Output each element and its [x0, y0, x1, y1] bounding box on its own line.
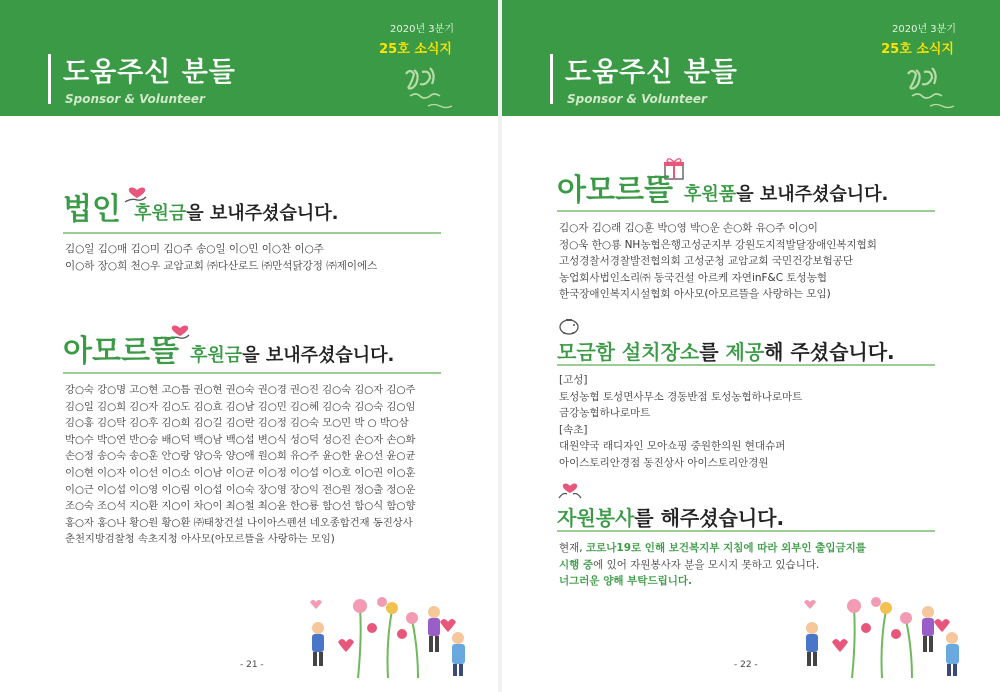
- section-title-rest: 해 주셨습니다.: [764, 340, 895, 364]
- page-22: [502, 0, 1000, 692]
- happy-amor-logo: [902, 64, 960, 112]
- section-title-main: 아모르뜰: [557, 173, 673, 208]
- amor-donor-list: 강○숙 강○명 고○현 고○틈 권○현 권○숙 권○경 권○진 김○숙 김○자 김○주 김○일 김○희 김○자 김○도 김○효 김○남 김○민 김○혜 김○숙 김○숙 김○임 김○홍 김○탁 김○후 김○희 김○길 김○란 김○정 김○숙 모○민 박 ○ 박○삼 박○수 박○연 반○승 배○덕 백○남 백○섭 변○식 성○덕 성○진 손○자 손○화 손○정 송○숙 송○훈 안○랑 양○욱 양○애 원○희 유○주 윤○한 윤○선 윤○균 이○현 이○자 이○선 이○소 이○남 이○균 이○정 이○섭 이○호 이○권 이○훈 이○근 이○섭 이○영 이○림 이○섭 이○숙 장○영 장○익 전○원 정○출 정○운 조○숙 조○석 지○환 지○이 차○이 최○철 최○윤 한○룡 함○선 함○식 함○향 홍○자 홍○나 황○원 황○환 ㈜태창건설 나이아스펜션 네오종합건재 동진상사 춘천지방검찰청 속초지청 아사모(아모르뜰을 사랑하는 모임): [65, 384, 416, 546]
- page-21: [0, 0, 498, 692]
- page-header: [0, 0, 498, 116]
- section-title-main: 아모르뜰: [63, 334, 179, 369]
- section-title-main: 법인: [63, 192, 121, 227]
- section-title-highlight: 자원봉사: [557, 506, 635, 530]
- section-rule: [557, 530, 935, 532]
- issue-number: 25호 소식지: [379, 42, 452, 57]
- section-title-volunteer: [557, 502, 784, 531]
- section-title-corporate-donation: [63, 184, 338, 228]
- notice-highlight: 시행 중: [559, 558, 594, 571]
- piggy-bank-icon: [557, 314, 581, 336]
- section-title-rest: 을 보내주셨습니다.: [242, 345, 395, 366]
- page-subtitle: Sponsor & Volunteer: [65, 92, 205, 106]
- page-subtitle: Sponsor & Volunteer: [567, 92, 707, 106]
- section-title-highlight: 후원금: [190, 345, 243, 366]
- issue-number: 25호 소식지: [881, 42, 954, 57]
- section-title-highlight: 후원금: [134, 203, 187, 224]
- header-divider: [48, 54, 51, 104]
- page-header: [502, 0, 1000, 116]
- section-rule: [557, 210, 935, 212]
- issue-year: 2020년 3분기: [892, 24, 956, 35]
- section-rule: [557, 364, 935, 366]
- issue-year: 2020년 3분기: [390, 24, 454, 35]
- people-hearts-illustration: [298, 582, 478, 678]
- section-title-rest: 을 보내주셨습니다.: [186, 203, 339, 224]
- section-title-donation-box: [557, 336, 895, 365]
- page-title: 도움주신 분들: [565, 57, 738, 88]
- page-title: 도움주신 분들: [63, 57, 236, 88]
- section-title-amor-donation: [63, 326, 394, 370]
- people-hearts-illustration: [792, 582, 972, 678]
- page-number: - 21 -: [240, 660, 264, 670]
- section-title-highlight: 후원품: [684, 184, 737, 205]
- section-title-rest: 을 보내주셨습니다.: [736, 184, 889, 205]
- donation-box-location-list: [고성] 토성농협 토성면사무소 경동반점 토성농협하나로마트 금강농협하나로마트 [속초] 대원약국 래디자인 모아쇼핑 중원한의원 현대슈퍼 아이스토리안경점 동진상사 아이스토리안경원: [559, 374, 803, 469]
- volunteer-hands-icon: [557, 478, 583, 500]
- section-rule: [63, 372, 441, 374]
- goods-donor-list: 김○자 김○래 김○훈 박○영 박○운 손○화 유○주 이○이 정○욱 한○룡 NH농협은행고성군지부 강원도지적발달장애인복지협회 고성경찰서경찰발전협의회 고성군청 교암교회 국민건강보험공단 농업회사법인소리㈜ 동국건설 아르케 자연inF&C 토성농협 한국장애인복지시설협회 아사모(아모르뜰을 사랑하는 모임): [559, 222, 877, 301]
- happy-amor-logo: [400, 64, 458, 112]
- notice-text: 에 있어 자원봉사자 분을 모시지 못하고 있습니다.: [593, 558, 820, 571]
- notice-text: 현재,: [559, 542, 586, 554]
- section-rule: [63, 232, 441, 234]
- notice-highlight: 코로나19로 인해 보건복지부 지침에 따라 외부인 출입금지를: [585, 542, 866, 554]
- section-title-rest: 를 해주셨습니다.: [634, 506, 785, 530]
- section-title-highlight-2: 제공: [725, 340, 765, 364]
- header-divider: [550, 54, 553, 104]
- page-number: - 22 -: [734, 660, 758, 670]
- section-title-highlight: 모금함 설치장소: [557, 340, 700, 364]
- section-title-mid: 를: [699, 340, 726, 364]
- section-title-amor-goods: [557, 165, 888, 209]
- notice-highlight: 너그러운 양해 부탁드립니다.: [559, 575, 693, 588]
- corporate-donor-list: 김○일 김○매 김○미 김○주 송○일 이○민 이○찬 이○주 이○하 장○희 천○우 교암교회 ㈜다산로드 ㈜만석닭강정 ㈜제이에스: [65, 243, 378, 272]
